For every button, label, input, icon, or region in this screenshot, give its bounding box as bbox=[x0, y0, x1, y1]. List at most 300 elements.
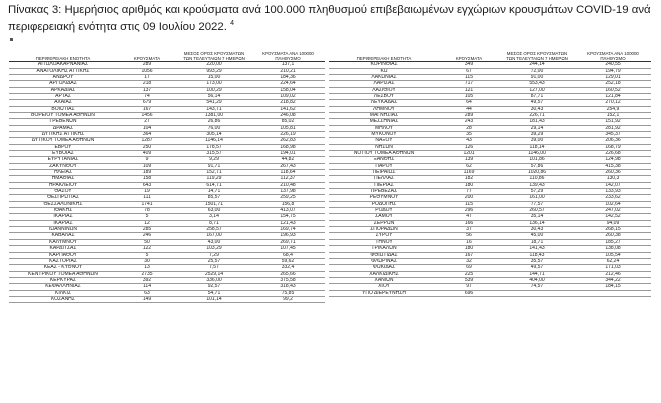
region-cell: ΖΑΚΥΝΘΟΥ bbox=[9, 163, 117, 169]
cases-cell: 5 bbox=[117, 252, 177, 258]
cases-cell: 19 bbox=[117, 189, 177, 195]
region-cell: ΚΑΒΑΛΑΣ bbox=[9, 233, 117, 239]
cases-cell: 122 bbox=[117, 246, 177, 252]
cases-cell: 643 bbox=[117, 182, 177, 188]
cases-cell: 296 bbox=[439, 208, 499, 214]
avg-cell: 3,14 bbox=[177, 214, 251, 220]
per100k-cell: 158,04 bbox=[251, 87, 325, 93]
avg-cell: 553,43 bbox=[499, 81, 575, 87]
per100k-cell: 194,01 bbox=[251, 151, 325, 157]
cases-cell: 1741 bbox=[117, 201, 177, 207]
cases-cell: 56 bbox=[439, 233, 499, 239]
region-cell: ΚΑΛΥΜΝΟΥ bbox=[9, 239, 117, 245]
region-cell: ΗΛΕΙΑΣ bbox=[9, 170, 117, 176]
avg-cell: 26,86 bbox=[177, 119, 251, 125]
avg-cell: 244,14 bbox=[499, 62, 575, 68]
avg-cell: 56,14 bbox=[177, 93, 251, 99]
region-cell: ΜΗΛΟΥ bbox=[329, 125, 439, 131]
region-cell: ΡΕΘΥΜΝΟΥ bbox=[329, 195, 439, 201]
avg-cell: 336,00 bbox=[177, 277, 251, 283]
decorative-dot bbox=[10, 38, 13, 41]
per100k-cell: 160,52 bbox=[575, 87, 651, 93]
avg-cell: 74,57 bbox=[499, 284, 575, 290]
region-cell: ΚΑΣΤΟΡΙΑΣ bbox=[9, 258, 117, 264]
cases-cell: 16 bbox=[439, 239, 499, 245]
avg-cell: 91,71 bbox=[177, 163, 251, 169]
avg-cell: 49,57 bbox=[499, 265, 575, 271]
region-cell: ΕΒΡΟΥ bbox=[9, 144, 117, 150]
header-per100k-line2: ΠΛΗΘΥΣΜΟ bbox=[251, 57, 325, 62]
avg-cell: 92,57 bbox=[177, 284, 251, 290]
region-cell: ΙΚΑΡΙΑΣ bbox=[9, 214, 117, 220]
avg-cell: 260,57 bbox=[499, 208, 575, 214]
avg-cell: 101,86 bbox=[499, 157, 575, 163]
avg-cell: 29,14 bbox=[499, 125, 575, 131]
cases-cell: 180 bbox=[439, 246, 499, 252]
cases-cell: 97 bbox=[439, 284, 499, 290]
header-avg-line1: ΜΕΣΟΣ ΟΡΟΣ ΚΡΟΥΣΜΑΤΩΝ bbox=[506, 52, 568, 56]
cases-cell: 137 bbox=[117, 87, 177, 93]
region-cell: ΣΕΡΡΩΝ bbox=[329, 220, 439, 226]
region-cell: ΘΕΣΠΡΩΤΙΑΣ bbox=[9, 195, 117, 201]
region-cell: ΙΘΑΚΗΣ bbox=[9, 208, 117, 214]
region-cell: ΛΗΜΝΟΥ bbox=[329, 106, 439, 112]
per100k-cell: 142,07 bbox=[575, 182, 651, 188]
region-cell: ΗΜΑΘΙΑΣ bbox=[9, 176, 117, 182]
header-cases: ΚΡΟΥΣΜΑΤΑ bbox=[117, 57, 177, 62]
region-cell: ΝΗΣΩΝ bbox=[329, 144, 439, 150]
per100k-cell: 206,36 bbox=[575, 138, 651, 144]
cases-cell: 679 bbox=[117, 100, 177, 106]
per100k-cell: 270,12 bbox=[575, 100, 651, 106]
avg-cell: 220,00 bbox=[177, 62, 251, 68]
cases-cell: 167 bbox=[439, 252, 499, 258]
avg-cell: 14,71 bbox=[177, 189, 251, 195]
region-cell: ΛΑΡΙΣΑΣ bbox=[329, 81, 439, 87]
region-cell: ΚΙΛΚΙΣ bbox=[9, 290, 117, 296]
right-table bbox=[329, 52, 651, 297]
header-region: ΠΕΡΙΦΕΡΕΙΑΚΗ ΕΝΟΤΗΤΑ bbox=[9, 57, 117, 62]
avg-cell: 1146,00 bbox=[499, 151, 575, 157]
cases-cell: 1169 bbox=[439, 170, 499, 176]
per100k-cell: 105,54 bbox=[575, 252, 651, 258]
avg-cell: 178,57 bbox=[177, 144, 251, 150]
region-cell: ΤΡΙΚΑΛΩΝ bbox=[329, 246, 439, 252]
cases-cell: 246 bbox=[117, 233, 177, 239]
per100k-cell: 124,98 bbox=[575, 157, 651, 163]
per100k-cell: 269,71 bbox=[251, 239, 325, 245]
avg-cell: 63,00 bbox=[177, 208, 251, 214]
avg-cell: 15,00 bbox=[177, 74, 251, 80]
cases-cell: 114 bbox=[117, 284, 177, 290]
data-tables bbox=[9, 52, 651, 403]
cases-cell: 105 bbox=[439, 93, 499, 99]
avg-cell: 35,57 bbox=[499, 258, 575, 264]
cases-cell: 717 bbox=[439, 81, 499, 87]
region-cell: ΣΥΡΟΥ bbox=[329, 233, 439, 239]
cases-cell: 149 bbox=[117, 296, 177, 302]
cases-cell: 67 bbox=[439, 68, 499, 74]
region-cell: ΔΥΤΙΚΗΣ ΑΤΤΙΚΗΣ bbox=[9, 131, 117, 137]
avg-cell: 54,71 bbox=[177, 290, 251, 296]
region-cell: ΒΟΙΩΤΙΑΣ bbox=[9, 106, 117, 112]
per100k-cell: 318,43 bbox=[251, 284, 325, 290]
region-cell: ΚΕΡΚΥΡΑΣ bbox=[9, 277, 117, 283]
page-title bbox=[8, 3, 653, 34]
cases-cell: 182 bbox=[439, 176, 499, 182]
per100k-cell: 224,64 bbox=[251, 81, 325, 87]
region-cell: ΦΘΙΩΤΙΔΑΣ bbox=[329, 252, 439, 258]
avg-cell: 76,00 bbox=[177, 125, 251, 131]
per100k-cell: 112,37 bbox=[251, 176, 325, 182]
avg-cell: 144,71 bbox=[499, 271, 575, 277]
cases-cell: 158 bbox=[117, 176, 177, 182]
per100k-cell: 99,2 bbox=[251, 296, 325, 302]
per100k-cell: 85,02 bbox=[251, 119, 325, 125]
per100k-cell: 154,75 bbox=[251, 214, 325, 220]
cases-cell: 409 bbox=[117, 151, 177, 157]
avg-cell: 541,29 bbox=[177, 100, 251, 106]
region-cell: ΙΚΑΡΙΑΣ bbox=[9, 220, 117, 226]
region-cell: ΠΙΕΡΙΑΣ bbox=[329, 182, 439, 188]
per100k-cell: 268,15 bbox=[575, 227, 651, 233]
cases-cell: 43 bbox=[439, 138, 499, 144]
per100k-cell: 212,46 bbox=[575, 271, 651, 277]
region-cell: ΚΑΡΠΑΘΟΥ bbox=[9, 252, 117, 258]
per100k-cell: 265,66 bbox=[251, 271, 325, 277]
per100k-cell: 151,92 bbox=[575, 119, 651, 125]
right-table-body bbox=[329, 62, 651, 297]
per100k-cell: 246,08 bbox=[251, 112, 325, 118]
avg-cell: 404,00 bbox=[499, 277, 575, 283]
cases-cell: 2735 bbox=[117, 271, 177, 277]
cases-cell: 28 bbox=[439, 125, 499, 131]
region-cell: ΠΕΛΛΑΣ bbox=[329, 176, 439, 182]
per100k-cell: 137,1 bbox=[251, 62, 325, 68]
avg-cell: 49,57 bbox=[499, 100, 575, 106]
left-table bbox=[9, 52, 325, 303]
per100k-cell: 210,48 bbox=[251, 182, 325, 188]
per100k-cell: 184,15 bbox=[575, 284, 651, 290]
per100k-cell: 94,09 bbox=[575, 220, 651, 226]
region-cell: ΥΠΟ ΔΙΕΡΕΥΝΗΣΗ bbox=[329, 290, 439, 296]
region-cell: ΜΑΓΝΗΣΙΑΣ bbox=[329, 112, 439, 118]
region-cell: ΣΠΟΡΑΔΩΝ bbox=[329, 227, 439, 233]
cases-cell: 189 bbox=[117, 170, 177, 176]
per100k-cell: 262,83 bbox=[251, 138, 325, 144]
cases-cell: 539 bbox=[439, 277, 499, 283]
region-cell: ΓΡΕΒΕΝΩΝ bbox=[9, 119, 117, 125]
avg-cell: 43,00 bbox=[177, 239, 251, 245]
cases-cell: 63 bbox=[117, 290, 177, 296]
per100k-cell: 142,52 bbox=[575, 214, 651, 220]
cases-cell: 349 bbox=[439, 62, 499, 68]
per100k-cell: 105,81 bbox=[251, 125, 325, 131]
cases-cell: 13 bbox=[117, 265, 177, 271]
avg-cell: 101,14 bbox=[177, 296, 251, 302]
avg-cell: 2529,14 bbox=[177, 271, 251, 277]
cases-cell: 77 bbox=[439, 189, 499, 195]
cases-cell: 69 bbox=[439, 265, 499, 271]
region-cell: ΑΡΚΑΔΙΑΣ bbox=[9, 87, 117, 93]
per100k-cell: 413,07 bbox=[251, 208, 325, 214]
region-cell: ΘΕΣΣΑΛΟΝΙΚΗΣ bbox=[9, 201, 117, 207]
cases-cell: 47 bbox=[439, 214, 499, 220]
avg-cell: 7,29 bbox=[177, 252, 251, 258]
region-cell: ΑΝΔΡΟΥ bbox=[9, 74, 117, 80]
cases-cell: 167 bbox=[117, 106, 177, 112]
avg-cell: 139,43 bbox=[499, 182, 575, 188]
region-cell: ΛΑΚΩΝΙΑΣ bbox=[329, 74, 439, 80]
per100k-cell: 233,62 bbox=[575, 195, 651, 201]
per100k-cell: 196,93 bbox=[251, 233, 325, 239]
avg-cell: 173,00 bbox=[177, 81, 251, 87]
region-cell: ΚΟΡΙΝΘΙΑΣ bbox=[329, 62, 439, 68]
region-cell: ΘΑΣΟΥ bbox=[9, 189, 117, 195]
region-cell: ΣΑΜΟΥ bbox=[329, 214, 439, 220]
region-cell: ΕΥΒΟΙΑΣ bbox=[9, 151, 117, 157]
cases-cell: 115 bbox=[439, 74, 499, 80]
header-avg-line1: ΜΕΣΟΣ ΟΡΟΣ ΚΡΟΥΣΜΑΤΩΝ bbox=[183, 52, 245, 56]
region-cell: ΜΕΣΣΗΝΙΑΣ bbox=[329, 119, 439, 125]
per100k-cell: 121,84 bbox=[575, 93, 651, 99]
per100k-cell: 133,93 bbox=[575, 189, 651, 195]
per100k-cell: 68,4 bbox=[251, 252, 325, 258]
region-cell: ΑΝΑΤΟΛΙΚΗΣ ΑΤΤΙΚΗΣ bbox=[9, 68, 117, 74]
region-cell: ΑΡΤΑΣ bbox=[9, 93, 117, 99]
region-cell: ΡΟΔΟΠΗΣ bbox=[329, 201, 439, 207]
cases-cell: 392 bbox=[117, 277, 177, 283]
cases-cell: 111 bbox=[117, 195, 177, 201]
cases-cell: 35 bbox=[439, 131, 499, 137]
avg-cell: 136,14 bbox=[499, 220, 575, 226]
per100k-cell: 184,36 bbox=[251, 74, 325, 80]
region-cell: ΛΕΥΚΑΔΑΣ bbox=[329, 100, 439, 106]
region-cell: ΧΑΛΚΙΔΙΚΗΣ bbox=[329, 271, 439, 277]
cases-cell: 104 bbox=[117, 125, 177, 131]
cases-cell: 1056 bbox=[117, 68, 177, 74]
region-cell: ΜΥΚΟΝΟΥ bbox=[329, 131, 439, 137]
avg-cell: 57,86 bbox=[499, 163, 575, 169]
per100k-cell: 218,82 bbox=[251, 100, 325, 106]
per100k-cell: 168,79 bbox=[575, 144, 651, 150]
per100k-cell: 226,68 bbox=[575, 151, 651, 157]
avg-cell: 152,71 bbox=[177, 170, 251, 176]
per100k-cell: 281,92 bbox=[575, 125, 651, 131]
avg-cell: 118,43 bbox=[499, 252, 575, 258]
per100k-cell: 168,98 bbox=[251, 144, 325, 150]
avg-cell: 103,29 bbox=[177, 246, 251, 252]
region-cell: ΦΩΚΙΔΑΣ bbox=[329, 265, 439, 271]
header-per100k-line2: ΠΛΗΘΥΣΜΟ bbox=[575, 57, 651, 62]
avg-cell: 57,29 bbox=[499, 189, 575, 195]
per100k-cell: 194,79 bbox=[575, 68, 651, 74]
cases-cell: 218 bbox=[117, 81, 177, 87]
per100k-cell: 44,82 bbox=[251, 157, 325, 163]
region-cell: ΚΑΡΔΙΤΣΑΣ bbox=[9, 246, 117, 252]
cases-cell: 50 bbox=[117, 239, 177, 245]
avg-cell: 993,29 bbox=[177, 68, 251, 74]
header-avg-line2: ΤΩΝ ΤΕΛΕΥΤΑΙΩΝ 7 ΗΜΕΡΩΝ bbox=[177, 57, 251, 62]
avg-cell: 18,71 bbox=[499, 239, 575, 245]
region-cell: ΡΟΔΟΥ bbox=[329, 208, 439, 214]
cases-cell: 27 bbox=[117, 119, 177, 125]
per100k-cell: 185,27 bbox=[575, 239, 651, 245]
region-cell: ΞΑΝΘΗΣ bbox=[329, 157, 439, 163]
header-cases: ΚΡΟΥΣΜΑΤΑ bbox=[439, 57, 499, 62]
per100k-cell: 260,38 bbox=[575, 233, 651, 239]
avg-cell: 9,29 bbox=[177, 157, 251, 163]
cases-cell: 364 bbox=[117, 131, 177, 137]
cases-cell: 285 bbox=[117, 227, 177, 233]
per100k-cell: 210,21 bbox=[251, 68, 325, 74]
cases-cell: 289 bbox=[117, 62, 177, 68]
cases-cell: 225 bbox=[439, 271, 499, 277]
title-text: Πίνακας 3: Ημερήσιος αριθμός και κρούσματα ανά 100.000 πληθυσμού επιβεβαιωμένων εγχώριων κρουσμάτων COVID-19 ανά περιφερειακή ενότητα στις 09 Ιουλίου 2022. bbox=[8, 4, 651, 33]
avg-cell: 226,71 bbox=[499, 112, 575, 118]
avg-cell: 181,43 bbox=[499, 119, 575, 125]
per100k-cell: 62,24 bbox=[575, 258, 651, 264]
per100k-cell: 415,38 bbox=[575, 163, 651, 169]
avg-cell: 167,00 bbox=[177, 233, 251, 239]
cases-cell: 180 bbox=[439, 182, 499, 188]
region-cell: ΛΑΣΙΘΙΟΥ bbox=[329, 87, 439, 93]
avg-cell: 7,57 bbox=[177, 265, 251, 271]
per100k-cell: 171,03 bbox=[575, 265, 651, 271]
cases-cell: 30 bbox=[117, 258, 177, 264]
per100k-cell: 267,43 bbox=[251, 163, 325, 169]
avg-cell: 127,00 bbox=[499, 87, 575, 93]
avg-cell: 614,71 bbox=[177, 182, 251, 188]
table-row bbox=[329, 290, 651, 296]
avg-cell: 141,43 bbox=[499, 246, 575, 252]
avg-cell: 305,14 bbox=[177, 131, 251, 137]
avg-cell bbox=[499, 290, 575, 296]
cases-cell: 166 bbox=[439, 220, 499, 226]
per100k-cell: 156,8 bbox=[251, 201, 325, 207]
cases-cell: 126 bbox=[439, 144, 499, 150]
cases-cell: 289 bbox=[439, 112, 499, 118]
per100k-cell: 226,19 bbox=[251, 131, 325, 137]
cases-cell: 243 bbox=[439, 119, 499, 125]
avg-cell: 87,71 bbox=[499, 93, 575, 99]
avg-cell: 85,57 bbox=[177, 195, 251, 201]
avg-cell: 161,00 bbox=[499, 195, 575, 201]
avg-cell: 1501,71 bbox=[177, 201, 251, 207]
cases-cell: 1201 bbox=[439, 151, 499, 157]
cases-cell: 115 bbox=[439, 201, 499, 207]
region-cell: ΚΕΑΣ - ΚΥΘΝΟΥ bbox=[9, 265, 117, 271]
cases-cell: 17 bbox=[117, 74, 177, 80]
cases-cell: 44 bbox=[439, 106, 499, 112]
per100k-cell: 332,4 bbox=[251, 265, 325, 271]
cases-cell: 5 bbox=[117, 214, 177, 220]
region-cell: ΔΡΑΜΑΣ bbox=[9, 125, 117, 131]
region-cell: ΤΗΝΟΥ bbox=[329, 239, 439, 245]
region-cell: ΚΕΦΑΛΛΗΝΙΑΣ bbox=[9, 284, 117, 290]
region-cell: ΚΟΖΑΝΗΣ bbox=[9, 296, 117, 302]
left-table-body bbox=[9, 62, 325, 303]
region-cell: ΑΧΑΪΑΣ bbox=[9, 100, 117, 106]
per100k-cell: 252,18 bbox=[575, 81, 651, 87]
avg-cell: 39,29 bbox=[499, 131, 575, 137]
per100k-cell: 254,9 bbox=[575, 106, 651, 112]
avg-cell: 39,00 bbox=[499, 138, 575, 144]
region-cell: ΑΙΤΩΛΟΑΚΑΡΝΑΝΙΑΣ bbox=[9, 62, 117, 68]
cases-cell: 200 bbox=[439, 195, 499, 201]
region-cell: ΔΥΤΙΚΟΥ ΤΟΜΕΑ ΑΘΗΝΩΝ bbox=[9, 138, 117, 144]
region-cell: ΕΥΡΥΤΑΝΙΑΣ bbox=[9, 157, 117, 163]
per100k-cell: 259,25 bbox=[251, 195, 325, 201]
cases-cell: 696 bbox=[439, 290, 499, 296]
per100k-cell: 247,02 bbox=[575, 208, 651, 214]
region-cell: ΚΩ bbox=[329, 68, 439, 74]
cases-cell: 1287 bbox=[117, 138, 177, 144]
cases-cell: 37 bbox=[439, 227, 499, 233]
per100k-cell: 59,62 bbox=[251, 258, 325, 264]
per100k-cell: 345,37 bbox=[575, 131, 651, 137]
avg-cell: 1381,00 bbox=[177, 112, 251, 118]
avg-cell: 118,14 bbox=[499, 144, 575, 150]
cases-cell: 74 bbox=[117, 93, 177, 99]
per100k-cell: 121,43 bbox=[251, 220, 325, 226]
region-cell: ΝΑΞΟΥ bbox=[329, 138, 439, 144]
avg-cell: 110,86 bbox=[499, 176, 575, 182]
per100k-cell: 152,1 bbox=[575, 112, 651, 118]
avg-cell: 35,14 bbox=[499, 214, 575, 220]
avg-cell: 30,43 bbox=[499, 227, 575, 233]
per100k-cell: 260,36 bbox=[575, 170, 651, 176]
cases-cell: 121 bbox=[439, 87, 499, 93]
cases-cell: 64 bbox=[439, 100, 499, 106]
cases-cell: 12 bbox=[117, 220, 177, 226]
avg-cell: 30,43 bbox=[499, 106, 575, 112]
region-cell: ΠΕΙΡΑΙΩΣ bbox=[329, 170, 439, 176]
per100k-cell: 118,64 bbox=[251, 170, 325, 176]
table-row bbox=[9, 296, 325, 302]
avg-cell: 143,71 bbox=[177, 106, 251, 112]
region-cell: ΦΛΩΡΙΝΑΣ bbox=[329, 258, 439, 264]
region-cell: ΝΟΤΙΟΥ ΤΟΜΕΑ ΑΘΗΝΩΝ bbox=[329, 151, 439, 157]
avg-cell: 77,57 bbox=[499, 201, 575, 207]
avg-cell: 8,71 bbox=[177, 220, 251, 226]
per100k-cell: 169,74 bbox=[251, 227, 325, 233]
per100k-cell: 240,55 bbox=[575, 62, 651, 68]
per100k-cell: 75,85 bbox=[251, 290, 325, 296]
per100k-cell: 375,58 bbox=[251, 277, 325, 283]
region-cell: ΧΙΟΥ bbox=[329, 284, 439, 290]
per100k-cell: 130,3 bbox=[575, 176, 651, 182]
cases-cell: 62 bbox=[439, 163, 499, 169]
cases-cell: 109 bbox=[117, 163, 177, 169]
header-region: ΠΕΡΙΦΕΡΕΙΑΚΗ ΕΝΟΤΗΤΑ bbox=[329, 57, 439, 62]
avg-cell: 25,57 bbox=[177, 258, 251, 264]
avg-cell: 315,57 bbox=[177, 151, 251, 157]
avg-cell: 119,29 bbox=[177, 176, 251, 182]
avg-cell: 72,00 bbox=[499, 68, 575, 74]
cases-cell: 78 bbox=[117, 208, 177, 214]
cases-cell: 32 bbox=[439, 258, 499, 264]
avg-cell: 1146,14 bbox=[177, 138, 251, 144]
per100k-cell: 129,01 bbox=[575, 74, 651, 80]
per100k-cell: 109,02 bbox=[251, 93, 325, 99]
cases-cell: 250 bbox=[117, 144, 177, 150]
header-per100k-line1: ΚΡΟΥΣΜΑΤΑ ΑΝΑ 100000 bbox=[262, 52, 314, 56]
per100k-cell: 138,08 bbox=[575, 246, 651, 252]
avg-cell: 100,29 bbox=[177, 87, 251, 93]
region-cell: ΒΟΡΕΙΟΥ ΤΟΜΕΑ ΑΘΗΝΩΝ bbox=[9, 112, 117, 118]
per100k-cell: 107,45 bbox=[251, 246, 325, 252]
